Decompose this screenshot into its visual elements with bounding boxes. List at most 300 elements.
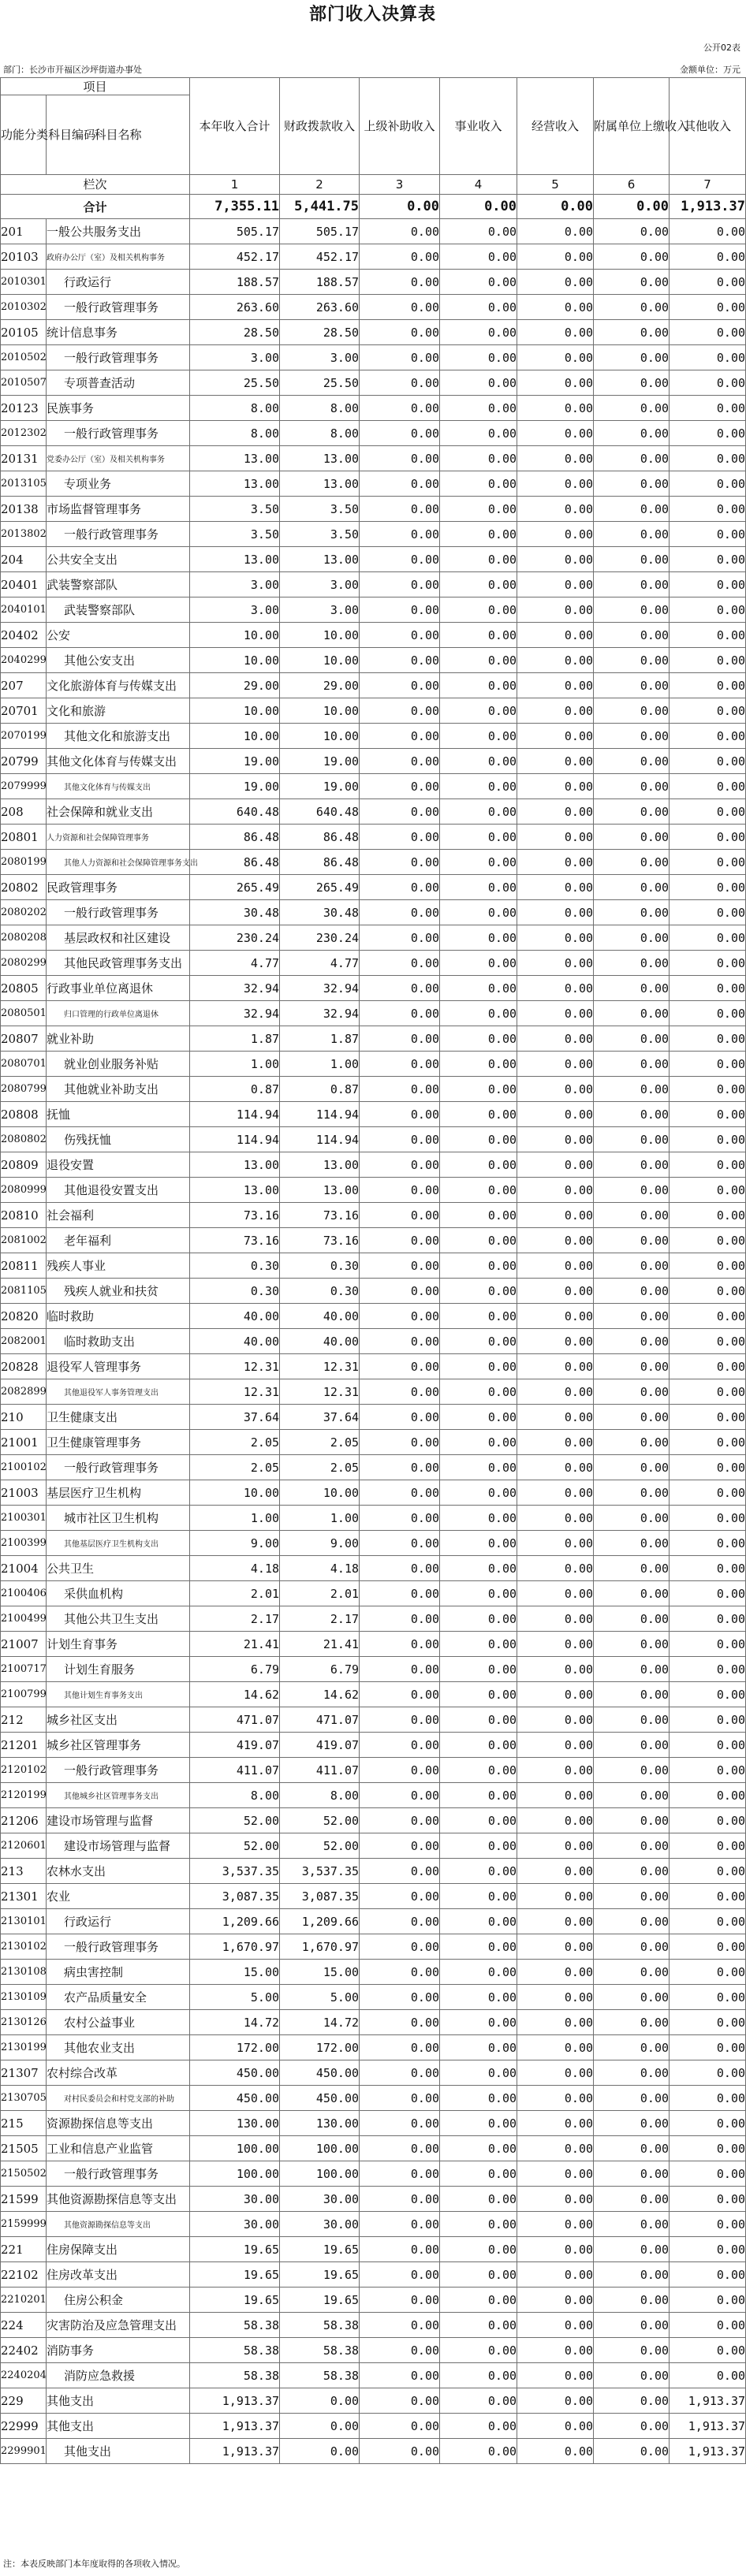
amount-cell: 0.00: [440, 1733, 517, 1758]
amount-cell: 0.00: [594, 1783, 670, 1808]
amount-cell: 3.50: [280, 497, 360, 522]
subject-name: 武装警察部队: [47, 572, 190, 597]
amount-cell: 10.00: [280, 623, 360, 648]
amount-cell: 0.00: [360, 2288, 440, 2313]
amount-cell: 0.00: [517, 446, 594, 471]
amount-cell: 0.00: [517, 2111, 594, 2136]
amount-cell: 13.00: [280, 1152, 360, 1178]
table-row: [1, 925, 746, 951]
subject-name: 其他退役军人事务管理支出: [47, 1379, 190, 1405]
amount-cell: 130.00: [280, 2111, 360, 2136]
amount-cell: 0.00: [440, 976, 517, 1001]
amount-cell: 0.00: [670, 976, 746, 1001]
table-row: [1, 1430, 746, 1455]
table-row: [1, 497, 746, 522]
subject-code: 2080802: [1, 1127, 47, 1152]
amount-cell: 0.00: [517, 1606, 594, 1632]
subject-code: 20103: [1, 244, 47, 270]
amount-cell: 21.41: [280, 1632, 360, 1657]
amount-cell: 0.00: [670, 2086, 746, 2111]
amount-cell: 0.00: [440, 1279, 517, 1304]
amount-cell: 0.00: [517, 976, 594, 1001]
amount-cell: 14.62: [280, 1682, 360, 1707]
subject-name: 对村民委员会和村党支部的补助: [47, 2086, 190, 2111]
amount-cell: 0.00: [517, 345, 594, 370]
amount-cell: 3.00: [280, 345, 360, 370]
amount-cell: 0.00: [360, 597, 440, 623]
subject-name: 其他退役安置支出: [47, 1178, 190, 1203]
total-label: 合计: [1, 195, 190, 219]
total-value: 7,355.11: [190, 195, 280, 219]
amount-cell: 265.49: [190, 875, 280, 900]
amount-cell: 0.00: [440, 421, 517, 446]
amount-cell: 19.65: [280, 2237, 360, 2262]
amount-cell: 19.00: [280, 749, 360, 774]
table-row: [1, 370, 746, 396]
amount-cell: 1,670.97: [280, 1934, 360, 1960]
table-row: [1, 396, 746, 421]
table-row: [1, 295, 746, 320]
subject-code: 207: [1, 673, 47, 698]
amount-cell: 1,913.37: [190, 2414, 280, 2439]
amount-cell: 0.00: [440, 1379, 517, 1405]
table-row: [1, 1884, 746, 1909]
amount-cell: 0.00: [440, 1833, 517, 1859]
table-row: [1, 1707, 746, 1733]
subject-code: 21007: [1, 1632, 47, 1657]
amount-cell: 1,913.37: [670, 2439, 746, 2464]
table-row: [1, 1178, 746, 1203]
table-row: [1, 1026, 746, 1052]
subject-code: 2120601: [1, 1833, 47, 1859]
amount-cell: 58.38: [190, 2313, 280, 2338]
amount-cell: 19.00: [190, 774, 280, 799]
subject-code: 20802: [1, 875, 47, 900]
amount-cell: 0.00: [440, 1934, 517, 1960]
subject-name: 临时救助支出: [47, 1329, 190, 1354]
amount-cell: 0.00: [517, 1859, 594, 1884]
amount-cell: 0.00: [440, 1758, 517, 1783]
amount-cell: 0.00: [440, 1783, 517, 1808]
page-title: 部门收入决算表: [308, 5, 436, 24]
table-row: [1, 774, 746, 799]
amount-cell: 0.00: [360, 1985, 440, 2010]
amount-cell: 9.00: [190, 1531, 280, 1556]
total-row: [1, 195, 746, 219]
amount-cell: 0.00: [360, 1329, 440, 1354]
amount-cell: 0.00: [594, 951, 670, 976]
subject-code: 22102: [1, 2262, 47, 2288]
amount-cell: 0.00: [360, 1304, 440, 1329]
amount-cell: 0.00: [440, 673, 517, 698]
subject-name: 一般行政管理事务: [47, 1455, 190, 1480]
amount-cell: 10.00: [190, 724, 280, 749]
amount-cell: 0.00: [594, 1077, 670, 1102]
amount-cell: 0.00: [440, 2161, 517, 2187]
amount-cell: 28.50: [280, 320, 360, 345]
amount-cell: 0.00: [594, 1430, 670, 1455]
amount-cell: 0.00: [517, 1430, 594, 1455]
amount-cell: 411.07: [280, 1758, 360, 1783]
subject-code: 212: [1, 1707, 47, 1733]
line-number: 3: [360, 175, 440, 195]
amount-cell: 6.79: [190, 1657, 280, 1682]
amount-cell: 0.00: [594, 1379, 670, 1405]
amount-cell: 13.00: [280, 471, 360, 497]
amount-cell: 0.00: [517, 1480, 594, 1506]
amount-cell: 0.00: [517, 648, 594, 673]
amount-cell: 86.48: [280, 850, 360, 875]
amount-cell: 0.30: [280, 1253, 360, 1279]
amount-cell: 29.00: [190, 673, 280, 698]
subject-code: 20123: [1, 396, 47, 421]
subject-name: 残疾人就业和扶贫: [47, 1279, 190, 1304]
amount-cell: 0.00: [670, 875, 746, 900]
amount-cell: 0.00: [670, 825, 746, 850]
table-row: [1, 2363, 746, 2388]
total-value: 0.00: [360, 195, 440, 219]
subject-code: 2081002: [1, 1228, 47, 1253]
amount-cell: 0.00: [517, 1657, 594, 1682]
header-col-4: 事业收入: [440, 78, 517, 175]
amount-cell: 0.00: [670, 2136, 746, 2161]
amount-cell: 8.00: [190, 421, 280, 446]
amount-cell: 0.00: [440, 2060, 517, 2086]
amount-cell: 0.00: [517, 1556, 594, 1581]
amount-cell: 0.00: [280, 2439, 360, 2464]
subject-name: 住房保障支出: [47, 2237, 190, 2262]
table-row: [1, 1657, 746, 1682]
amount-cell: 0.00: [360, 799, 440, 825]
amount-cell: 0.00: [670, 623, 746, 648]
amount-cell: 0.00: [670, 597, 746, 623]
amount-cell: 0.00: [360, 2338, 440, 2363]
amount-cell: 0.00: [517, 244, 594, 270]
amount-cell: 0.30: [190, 1279, 280, 1304]
amount-cell: 0.00: [594, 2313, 670, 2338]
amount-cell: 0.00: [360, 1026, 440, 1052]
subject-name: 临时救助: [47, 1304, 190, 1329]
amount-cell: 13.00: [280, 1178, 360, 1203]
line-number-row: [1, 175, 746, 195]
subject-name: 其他文化体育与传媒支出: [47, 774, 190, 799]
amount-cell: 0.00: [360, 1379, 440, 1405]
amount-cell: 0.00: [517, 2237, 594, 2262]
table-row: [1, 1052, 746, 1077]
amount-cell: 0.00: [360, 2111, 440, 2136]
amount-cell: 230.24: [190, 925, 280, 951]
amount-cell: 0.00: [670, 2338, 746, 2363]
amount-cell: 1,209.66: [190, 1909, 280, 1934]
subject-code: 224: [1, 2313, 47, 2338]
amount-cell: 0.00: [594, 2086, 670, 2111]
subject-code: 2080208: [1, 925, 47, 951]
amount-cell: 19.65: [280, 2288, 360, 2313]
amount-cell: 0.00: [517, 1884, 594, 1909]
amount-cell: 0.00: [594, 2187, 670, 2212]
amount-cell: 0.00: [360, 2060, 440, 2086]
table-row: [1, 1632, 746, 1657]
amount-cell: 0.00: [594, 1228, 670, 1253]
subject-name: 病虫害控制: [47, 1960, 190, 1985]
amount-cell: 0.00: [670, 219, 746, 244]
table-row: [1, 1808, 746, 1833]
subject-code: 20820: [1, 1304, 47, 1329]
amount-cell: 0.00: [517, 825, 594, 850]
table-body: [1, 78, 746, 2464]
amount-cell: 0.00: [360, 1833, 440, 1859]
amount-cell: 0.00: [670, 1354, 746, 1379]
amount-cell: 0.00: [440, 295, 517, 320]
amount-cell: 0.87: [280, 1077, 360, 1102]
amount-cell: 0.00: [594, 1556, 670, 1581]
amount-cell: 0.00: [440, 522, 517, 547]
amount-cell: 0.00: [360, 1455, 440, 1480]
footnote: 注：本表反映部门本年度取得的各项收入情况。: [3, 2559, 185, 2569]
subject-code: 2130126: [1, 2010, 47, 2035]
amount-cell: 0.00: [594, 875, 670, 900]
table-row: [1, 244, 746, 270]
amount-cell: 15.00: [280, 1960, 360, 1985]
amount-cell: 2.05: [190, 1430, 280, 1455]
subject-code: 2130199: [1, 2035, 47, 2060]
subject-code: 21599: [1, 2187, 47, 2212]
amount-cell: 3,537.35: [190, 1859, 280, 1884]
subject-code: 2130108: [1, 1960, 47, 1985]
amount-cell: 0.00: [670, 1682, 746, 1707]
amount-cell: 37.64: [280, 1405, 360, 1430]
amount-cell: 0.00: [594, 900, 670, 925]
amount-cell: 2.05: [190, 1455, 280, 1480]
table-row: [1, 1682, 746, 1707]
table-row: [1, 900, 746, 925]
amount-cell: 0.00: [280, 2388, 360, 2414]
amount-cell: 0.00: [670, 2187, 746, 2212]
amount-cell: 0.00: [440, 749, 517, 774]
amount-cell: 0.00: [360, 1960, 440, 1985]
subject-code: 20401: [1, 572, 47, 597]
amount-cell: 0.00: [440, 2086, 517, 2111]
subject-code: 20810: [1, 1203, 47, 1228]
amount-cell: 0.00: [517, 2161, 594, 2187]
amount-cell: 100.00: [280, 2136, 360, 2161]
table-row: [1, 2338, 746, 2363]
amount-cell: 0.00: [670, 1379, 746, 1405]
table-row: [1, 1909, 746, 1934]
table-row: [1, 471, 746, 497]
amount-cell: 0.00: [670, 1077, 746, 1102]
amount-cell: 0.00: [517, 1909, 594, 1934]
amount-cell: 0.00: [594, 2136, 670, 2161]
amount-cell: 0.00: [517, 1026, 594, 1052]
amount-cell: 0.00: [517, 572, 594, 597]
amount-cell: 0.00: [440, 2212, 517, 2237]
amount-cell: 73.16: [190, 1203, 280, 1228]
amount-cell: 0.00: [517, 1253, 594, 1279]
subject-code: 20105: [1, 320, 47, 345]
amount-cell: 0.00: [440, 1253, 517, 1279]
amount-cell: 0.00: [360, 497, 440, 522]
amount-cell: 0.00: [360, 623, 440, 648]
amount-cell: 0.00: [360, 2212, 440, 2237]
table-row: [1, 1556, 746, 1581]
table-row: [1, 1985, 746, 2010]
amount-cell: 14.62: [190, 1682, 280, 1707]
amount-cell: 0.00: [594, 522, 670, 547]
amount-cell: 0.00: [440, 270, 517, 295]
amount-cell: 0.00: [594, 2439, 670, 2464]
table-row: [1, 724, 746, 749]
line-number: 1: [190, 175, 280, 195]
amount-cell: 52.00: [190, 1833, 280, 1859]
amount-cell: 0.00: [594, 850, 670, 875]
amount-cell: 0.00: [670, 1253, 746, 1279]
subject-code: 2100499: [1, 1606, 47, 1632]
amount-cell: 52.00: [280, 1833, 360, 1859]
amount-cell: 1,670.97: [190, 1934, 280, 1960]
amount-cell: 0.00: [670, 2262, 746, 2288]
amount-cell: 0.00: [360, 572, 440, 597]
amount-cell: 6.79: [280, 1657, 360, 1682]
amount-cell: 0.00: [517, 1531, 594, 1556]
amount-cell: 0.00: [594, 698, 670, 724]
amount-cell: 0.00: [440, 370, 517, 396]
subject-name: 消防应急救援: [47, 2363, 190, 2388]
amount-cell: 0.00: [594, 1682, 670, 1707]
amount-cell: 265.49: [280, 875, 360, 900]
table-row: [1, 850, 746, 875]
line-number: 2: [280, 175, 360, 195]
amount-cell: 0.00: [440, 951, 517, 976]
amount-cell: 0.00: [670, 244, 746, 270]
subject-code: 208: [1, 799, 47, 825]
header-name: 科目名称: [47, 95, 190, 175]
subject-name: 人力资源和社会保障管理事务: [47, 825, 190, 850]
amount-cell: 2.17: [280, 1606, 360, 1632]
amount-cell: 32.94: [190, 976, 280, 1001]
amount-cell: 0.00: [670, 2288, 746, 2313]
amount-cell: 0.00: [670, 648, 746, 673]
amount-cell: 0.00: [517, 1379, 594, 1405]
amount-cell: 19.00: [280, 774, 360, 799]
subject-code: 229: [1, 2388, 47, 2414]
table-row: [1, 2288, 746, 2313]
amount-cell: 0.00: [594, 421, 670, 446]
table-row: [1, 2010, 746, 2035]
subject-code: 2130101: [1, 1909, 47, 1934]
amount-cell: 0.00: [670, 1985, 746, 2010]
subject-code: 20701: [1, 698, 47, 724]
amount-cell: 0.00: [517, 1455, 594, 1480]
amount-cell: 0.00: [360, 1632, 440, 1657]
amount-cell: 0.00: [440, 547, 517, 572]
amount-cell: 32.94: [280, 1001, 360, 1026]
subject-code: 2082001: [1, 1329, 47, 1354]
table-row: [1, 1506, 746, 1531]
amount-cell: 0.00: [360, 2187, 440, 2212]
header-code: 功能分类科目编码: [1, 95, 47, 175]
amount-cell: 8.00: [280, 1783, 360, 1808]
line-label: 栏次: [1, 175, 190, 195]
amount-cell: 0.00: [360, 1001, 440, 1026]
subject-name: 其他公安支出: [47, 648, 190, 673]
amount-cell: 13.00: [190, 547, 280, 572]
amount-cell: 0.00: [594, 2111, 670, 2136]
table-row: [1, 1758, 746, 1783]
table-row: [1, 1833, 746, 1859]
table-row: [1, 2313, 746, 2338]
amount-cell: 40.00: [280, 1304, 360, 1329]
subject-name: 民族事务: [47, 396, 190, 421]
amount-cell: 0.00: [360, 749, 440, 774]
table-row: [1, 976, 746, 1001]
amount-cell: 0.00: [360, 1531, 440, 1556]
amount-cell: 0.00: [670, 1909, 746, 1934]
amount-cell: 73.16: [280, 1203, 360, 1228]
subject-name: 其他城乡社区管理事务支出: [47, 1783, 190, 1808]
amount-cell: 0.00: [360, 2388, 440, 2414]
amount-cell: 13.00: [280, 547, 360, 572]
subject-name: 社会保障和就业支出: [47, 799, 190, 825]
amount-cell: 0.00: [517, 219, 594, 244]
amount-cell: 0.00: [594, 1279, 670, 1304]
amount-cell: 0.00: [360, 724, 440, 749]
amount-cell: 0.00: [440, 1127, 517, 1152]
subject-name: 其他公共卫生支出: [47, 1606, 190, 1632]
amount-cell: 3,537.35: [280, 1859, 360, 1884]
line-number: 6: [594, 175, 670, 195]
amount-cell: 0.00: [517, 698, 594, 724]
amount-cell: 0.00: [360, 421, 440, 446]
amount-cell: 0.00: [517, 1304, 594, 1329]
subject-code: 21206: [1, 1808, 47, 1833]
amount-cell: 0.00: [440, 1632, 517, 1657]
amount-cell: 3.00: [190, 345, 280, 370]
amount-cell: 0.00: [517, 925, 594, 951]
subject-code: 2080701: [1, 1052, 47, 1077]
table-row: [1, 749, 746, 774]
subject-name: 专项业务: [47, 471, 190, 497]
subject-code: 213: [1, 1859, 47, 1884]
subject-code: 2130109: [1, 1985, 47, 2010]
subject-code: 21201: [1, 1733, 47, 1758]
subject-name: 老年福利: [47, 1228, 190, 1253]
income-table: [0, 77, 746, 2464]
subject-name: 行政事业单位离退休: [47, 976, 190, 1001]
amount-cell: 12.31: [280, 1379, 360, 1405]
amount-cell: 0.00: [440, 1506, 517, 1531]
amount-cell: 0.00: [440, 1178, 517, 1203]
subject-code: 20402: [1, 623, 47, 648]
subject-code: 22402: [1, 2338, 47, 2363]
subject-name: 其他支出: [47, 2414, 190, 2439]
amount-cell: 86.48: [280, 825, 360, 850]
amount-cell: 0.00: [360, 471, 440, 497]
subject-code: 2079999: [1, 774, 47, 799]
subject-code: 221: [1, 2237, 47, 2262]
amount-cell: 3.00: [190, 572, 280, 597]
amount-cell: 10.00: [190, 623, 280, 648]
amount-cell: 0.00: [594, 1859, 670, 1884]
amount-cell: 52.00: [280, 1808, 360, 1833]
subject-name: 统计信息事务: [47, 320, 190, 345]
subject-code: 20138: [1, 497, 47, 522]
table-row: [1, 1354, 746, 1379]
subject-name: 一般行政管理事务: [47, 1758, 190, 1783]
subject-code: 2100406: [1, 1581, 47, 1606]
amount-cell: 0.00: [670, 345, 746, 370]
amount-cell: 0.00: [594, 547, 670, 572]
